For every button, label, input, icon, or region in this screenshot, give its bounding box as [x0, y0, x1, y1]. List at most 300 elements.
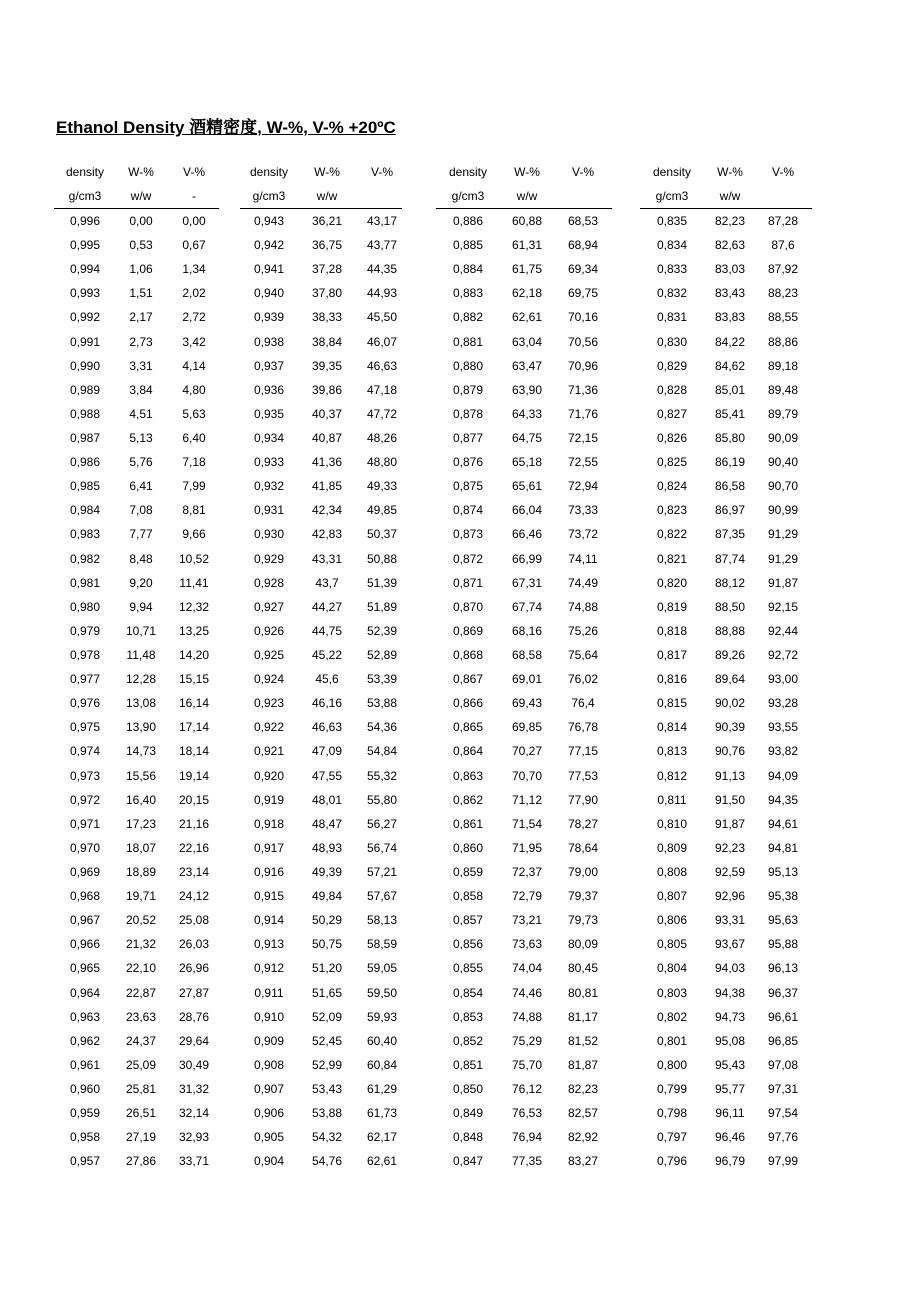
- v-percent-value: 11,41: [179, 575, 209, 590]
- v-percent-value: 29,64: [178, 1033, 210, 1048]
- density-value: 0,874: [452, 503, 484, 518]
- density-value: 0,991: [69, 334, 101, 349]
- v-percent-value: 7,18: [182, 455, 206, 470]
- density-value: 0,880: [452, 358, 484, 373]
- v-percent-value: 15,15: [178, 672, 210, 687]
- table-row: [54, 764, 219, 788]
- density-value: 0,938: [253, 334, 285, 349]
- density-value: 0,936: [253, 382, 285, 397]
- w-percent-value: 51,65: [311, 985, 343, 1000]
- density-value: 0,986: [69, 455, 101, 470]
- v-percent-value: 94,35: [767, 792, 799, 807]
- table-row: [54, 956, 219, 980]
- density-value: 0,830: [656, 334, 688, 349]
- w-percent-value: 73,21: [511, 913, 543, 928]
- table-row: [240, 1053, 402, 1077]
- table-row: [54, 426, 219, 450]
- w-percent-value: 36,75: [311, 238, 343, 253]
- density-value: 0,992: [69, 310, 101, 325]
- density-value: 0,812: [656, 768, 688, 783]
- density-value: 0,835: [656, 214, 688, 228]
- v-percent-header: V-%: [182, 165, 205, 179]
- v-percent-value: 93,00: [767, 672, 799, 687]
- v-percent-value: 47,72: [366, 406, 398, 421]
- density-value: 0,922: [253, 720, 285, 735]
- v-percent-value: 92,72: [767, 647, 799, 662]
- v-percent-value: 90,40: [767, 455, 799, 470]
- v-percent-value: 82,57: [567, 1106, 599, 1121]
- table-row: [54, 354, 219, 378]
- v-percent-value: 82,92: [567, 1130, 599, 1145]
- v-percent-value: 46,07: [366, 334, 398, 349]
- v-percent-value: 74,11: [568, 551, 598, 566]
- v-percent-value: 76,4: [571, 696, 595, 711]
- v-percent-value: 89,79: [767, 406, 799, 421]
- v-percent-value: 56,74: [366, 840, 398, 855]
- w-percent-value: 69,85: [511, 720, 543, 735]
- w-percent-value: 53,88: [311, 1106, 343, 1121]
- table-row: [54, 522, 219, 546]
- table-row: [240, 788, 402, 812]
- table-row: [240, 571, 402, 595]
- v-percent-value: 50,37: [366, 527, 398, 542]
- v-percent-value: 53,88: [366, 696, 398, 711]
- density-value: 0,965: [69, 961, 101, 976]
- v-percent-value: 48,26: [366, 430, 398, 445]
- v-percent-value: 97,76: [767, 1130, 799, 1145]
- density-value: 0,914: [253, 913, 285, 928]
- table-row: [240, 932, 402, 956]
- v-percent-value: 20,15: [178, 792, 210, 807]
- density-value: 0,968: [69, 889, 101, 904]
- w-percent-value: 68,58: [511, 647, 543, 662]
- density-value: 0,883: [452, 286, 484, 301]
- density-value: 0,852: [452, 1033, 484, 1048]
- v-percent-value: 97,54: [767, 1106, 799, 1121]
- density-unit-label: g/cm3: [252, 189, 286, 203]
- table-row: [640, 498, 812, 522]
- w-percent-value: 92,23: [714, 840, 746, 855]
- v-percent-value: 88,23: [767, 286, 799, 301]
- w-percent-value: 90,02: [714, 696, 746, 711]
- v-percent-value: 9,66: [182, 527, 206, 542]
- v-percent-value: 46,63: [366, 358, 398, 373]
- v-percent-value: 92,15: [767, 599, 799, 614]
- density-value: 0,931: [253, 503, 285, 518]
- density-header: density: [652, 165, 692, 179]
- w-percent-value: 76,53: [511, 1106, 543, 1121]
- density-value: 0,829: [656, 358, 688, 373]
- v-percent-value: 6,40: [182, 430, 206, 445]
- table-row: [240, 1077, 402, 1101]
- density-value: 0,854: [452, 985, 484, 1000]
- v-percent-value: 78,64: [567, 840, 599, 855]
- density-value: 0,994: [69, 262, 101, 277]
- table-header: [640, 160, 812, 209]
- v-percent-value: 33,71: [178, 1154, 210, 1169]
- v-percent-value: 97,08: [767, 1057, 799, 1072]
- density-value: 0,920: [253, 768, 285, 783]
- w-percent-value: 48,01: [311, 792, 343, 807]
- density-value: 0,818: [656, 623, 688, 638]
- density-value: 0,801: [656, 1033, 688, 1048]
- v-percent-value: 78,27: [567, 816, 599, 831]
- v-percent-value: 58,13: [366, 913, 398, 928]
- density-value: 0,957: [69, 1154, 101, 1169]
- w-percent-value: 6,41: [129, 479, 153, 494]
- v-percent-value: 96,85: [767, 1033, 799, 1048]
- w-percent-value: 45,6: [315, 672, 339, 687]
- w-percent-value: 62,61: [511, 310, 543, 325]
- table-row: [640, 257, 812, 281]
- density-header: density: [249, 165, 289, 179]
- w-percent-value: 17,23: [125, 816, 157, 831]
- w-percent-value: 54,76: [311, 1154, 343, 1169]
- w-percent-value: 1,51: [129, 286, 153, 301]
- table-row: [640, 378, 812, 402]
- w-percent-value: 15,56: [125, 768, 157, 783]
- table-row: [54, 233, 219, 257]
- v-percent-value: 91,29: [767, 527, 799, 542]
- density-value: 0,824: [656, 479, 688, 494]
- v-percent-value: 88,86: [767, 334, 799, 349]
- w-percent-value: 95,43: [714, 1057, 746, 1072]
- v-percent-value: 1,34: [182, 262, 206, 277]
- density-value: 0,918: [253, 816, 285, 831]
- table-row: [54, 812, 219, 836]
- density-value: 0,878: [452, 406, 484, 421]
- v-percent-value: 32,93: [178, 1130, 210, 1145]
- density-value: 0,971: [69, 816, 101, 831]
- w-percent-value: 63,47: [511, 358, 543, 373]
- v-percent-value: 21,16: [178, 816, 210, 831]
- table-row: [240, 1005, 402, 1029]
- v-percent-value: 81,52: [567, 1033, 599, 1048]
- v-percent-value: 81,17: [567, 1009, 599, 1024]
- w-percent-value: 91,50: [714, 792, 746, 807]
- v-percent-value: 87,6: [771, 238, 795, 253]
- density-value: 0,820: [656, 575, 688, 590]
- w-percent-value: 92,59: [714, 864, 746, 879]
- w-percent-value: 70,27: [511, 744, 543, 759]
- w-percent-value: 7,08: [129, 503, 153, 518]
- table-header: [54, 160, 219, 209]
- density-value: 0,805: [656, 937, 688, 952]
- v-percent-value: 70,16: [567, 310, 599, 325]
- table-row: [436, 354, 612, 378]
- w-percent-value: 10,71: [125, 623, 157, 638]
- table-header: [436, 160, 612, 209]
- density-value: 0,831: [656, 310, 688, 325]
- v-percent-value: 92,44: [767, 623, 799, 638]
- density-value: 0,834: [656, 238, 688, 253]
- density-value: 0,932: [253, 479, 285, 494]
- table-row: [640, 860, 812, 884]
- v-percent-value: 73,33: [567, 503, 599, 518]
- w-percent-value: 83,83: [714, 310, 746, 325]
- density-value: 0,978: [69, 647, 101, 662]
- page-title: Ethanol Density 酒精密度, W-%, V-% +20ºC: [56, 118, 396, 137]
- table-row: [436, 812, 612, 836]
- v-percent-value: 0,00: [182, 214, 206, 228]
- v-percent-value: 25,08: [178, 913, 210, 928]
- table-row: [240, 764, 402, 788]
- v-percent-value: 49,33: [366, 479, 398, 494]
- w-percent-value: 54,32: [311, 1130, 343, 1145]
- v-percent-value: 14,20: [178, 647, 210, 662]
- density-value: 0,977: [69, 672, 101, 687]
- w-percent-value: 21,32: [125, 937, 157, 952]
- density-value: 0,827: [656, 406, 688, 421]
- table-row: [54, 281, 219, 305]
- density-value: 0,961: [69, 1057, 101, 1072]
- w-unit-label: w/w: [130, 189, 152, 203]
- density-value: 0,976: [69, 696, 101, 711]
- table-row: [240, 1101, 402, 1125]
- w-percent-value: 73,63: [511, 937, 543, 952]
- table-row: [436, 305, 612, 329]
- w-percent-value: 88,50: [714, 599, 746, 614]
- v-percent-value: 97,31: [767, 1081, 799, 1096]
- w-percent-value: 92,96: [714, 889, 746, 904]
- density-value: 0,926: [253, 623, 285, 638]
- v-percent-value: 93,55: [767, 720, 799, 735]
- w-percent-value: 46,63: [311, 720, 343, 735]
- density-value: 0,993: [69, 286, 101, 301]
- density-value: 0,939: [253, 310, 285, 325]
- v-percent-value: 4,14: [182, 358, 206, 373]
- table-row: [436, 571, 612, 595]
- v-percent-value: 96,61: [767, 1009, 799, 1024]
- density-value: 0,871: [452, 575, 484, 590]
- density-value: 0,967: [69, 913, 101, 928]
- density-value: 0,800: [656, 1057, 688, 1072]
- v-percent-value: 76,02: [567, 672, 599, 687]
- table-row: [436, 619, 612, 643]
- w-percent-value: 65,61: [511, 479, 543, 494]
- w-percent-value: 13,90: [125, 720, 157, 735]
- w-percent-value: 22,87: [125, 985, 157, 1000]
- w-percent-value: 5,13: [129, 430, 153, 445]
- w-percent-value: 45,22: [311, 647, 343, 662]
- density-value: 0,904: [253, 1154, 285, 1169]
- density-value: 0,925: [253, 647, 285, 662]
- w-percent-value: 90,39: [714, 720, 746, 735]
- table-row: [436, 739, 612, 763]
- table-row: [436, 715, 612, 739]
- table-group-2: [240, 160, 402, 1173]
- v-percent-value: 26,96: [178, 961, 210, 976]
- w-percent-header: W-%: [314, 165, 340, 179]
- density-value: 0,813: [656, 744, 688, 759]
- table-row: [436, 836, 612, 860]
- table-row: [54, 209, 219, 233]
- w-percent-value: 38,84: [311, 334, 343, 349]
- w-percent-value: 89,26: [714, 647, 746, 662]
- v-percent-value: 94,81: [767, 840, 799, 855]
- density-value: 0,884: [452, 262, 484, 277]
- w-percent-value: 61,75: [511, 262, 543, 277]
- table-row: [436, 1125, 612, 1149]
- table-row: [240, 450, 402, 474]
- density-value: 0,823: [656, 503, 688, 518]
- table-row: [240, 474, 402, 498]
- w-percent-value: 2,17: [129, 310, 153, 325]
- w-percent-value: 52,09: [311, 1009, 343, 1024]
- v-unit-label: -: [192, 189, 196, 203]
- v-percent-value: 30,49: [178, 1057, 210, 1072]
- table-row: [54, 547, 219, 571]
- w-percent-value: 84,62: [714, 358, 746, 373]
- v-percent-value: 77,53: [567, 768, 599, 783]
- table-row: [436, 860, 612, 884]
- w-percent-value: 67,74: [511, 599, 543, 614]
- w-percent-value: 83,43: [714, 286, 746, 301]
- w-percent-value: 94,38: [714, 985, 746, 1000]
- v-percent-value: 13,25: [178, 623, 210, 638]
- table-row: [54, 378, 219, 402]
- v-percent-value: 93,28: [767, 696, 799, 711]
- w-percent-value: 41,85: [311, 479, 343, 494]
- v-percent-value: 23,14: [178, 864, 210, 879]
- v-percent-value: 91,29: [767, 551, 799, 566]
- w-percent-value: 74,46: [511, 985, 543, 1000]
- w-percent-value: 93,67: [714, 937, 746, 952]
- table-row: [54, 643, 219, 667]
- v-percent-value: 71,76: [567, 406, 599, 421]
- table-row: [240, 691, 402, 715]
- table-row: [640, 426, 812, 450]
- density-value: 0,996: [69, 214, 101, 228]
- table-row: [640, 595, 812, 619]
- table-row: [640, 571, 812, 595]
- table-row: [240, 956, 402, 980]
- w-percent-value: 8,48: [129, 551, 153, 566]
- density-value: 0,917: [253, 840, 285, 855]
- w-percent-value: 0,00: [129, 214, 153, 228]
- table-row: [640, 932, 812, 956]
- w-percent-header: W-%: [717, 165, 743, 179]
- table-row: [436, 281, 612, 305]
- table-row: [54, 788, 219, 812]
- w-percent-value: 65,18: [511, 455, 543, 470]
- table-row: [640, 547, 812, 571]
- table-row: [54, 450, 219, 474]
- w-percent-value: 76,94: [511, 1130, 543, 1145]
- table-row: [640, 233, 812, 257]
- table-row: [54, 571, 219, 595]
- v-percent-value: 87,92: [767, 262, 799, 277]
- w-percent-value: 61,31: [511, 238, 543, 253]
- v-percent-value: 4,80: [182, 382, 206, 397]
- v-percent-value: 51,39: [366, 575, 398, 590]
- w-percent-value: 85,41: [714, 406, 746, 421]
- density-value: 0,908: [253, 1057, 285, 1072]
- density-value: 0,964: [69, 985, 101, 1000]
- v-percent-value: 0,67: [182, 238, 206, 253]
- w-percent-value: 94,03: [714, 961, 746, 976]
- table-row: [436, 764, 612, 788]
- density-value: 0,966: [69, 937, 101, 952]
- table-row: [54, 1125, 219, 1149]
- w-percent-value: 96,11: [715, 1106, 745, 1121]
- table-row: [640, 1029, 812, 1053]
- v-percent-value: 88,55: [767, 310, 799, 325]
- table-row: [240, 836, 402, 860]
- table-row: [240, 595, 402, 619]
- v-percent-value: 61,29: [366, 1081, 398, 1096]
- density-value: 0,819: [656, 599, 688, 614]
- v-percent-value: 76,78: [567, 720, 599, 735]
- v-percent-value: 32,14: [178, 1106, 210, 1121]
- w-percent-value: 9,94: [129, 599, 153, 614]
- v-percent-value: 87,28: [767, 214, 799, 228]
- density-value: 0,848: [452, 1130, 484, 1145]
- density-value: 0,969: [69, 864, 101, 879]
- table-row: [640, 1053, 812, 1077]
- density-value: 0,943: [253, 214, 285, 228]
- w-unit-label: w/w: [516, 189, 538, 203]
- v-percent-value: 97,99: [767, 1154, 799, 1169]
- table-row: [640, 739, 812, 763]
- density-value: 0,979: [69, 623, 101, 638]
- table-group-4: [640, 160, 812, 1173]
- density-value: 0,934: [253, 430, 285, 445]
- density-value: 0,937: [253, 358, 285, 373]
- w-percent-value: 41,36: [311, 455, 343, 470]
- w-percent-value: 39,35: [311, 358, 343, 373]
- table-row: [240, 715, 402, 739]
- table-row: [436, 498, 612, 522]
- table-row: [436, 330, 612, 354]
- density-value: 0,942: [253, 238, 285, 253]
- w-percent-value: 50,75: [311, 937, 343, 952]
- density-value: 0,799: [656, 1081, 688, 1096]
- table-row: [240, 402, 402, 426]
- v-percent-value: 83,27: [567, 1154, 599, 1169]
- w-percent-value: 43,31: [311, 551, 343, 566]
- density-value: 0,847: [452, 1154, 484, 1169]
- v-percent-value: 58,59: [366, 937, 398, 952]
- table-row: [54, 932, 219, 956]
- table-row: [240, 547, 402, 571]
- table-row: [240, 330, 402, 354]
- w-percent-value: 85,01: [714, 382, 746, 397]
- w-percent-value: 38,33: [311, 310, 343, 325]
- density-value: 0,930: [253, 527, 285, 542]
- w-percent-value: 51,20: [311, 961, 343, 976]
- density-value: 0,849: [452, 1106, 484, 1121]
- table-row: [640, 812, 812, 836]
- density-value: 0,869: [452, 623, 484, 638]
- table-group-1: [54, 160, 219, 1173]
- v-percent-value: 2,72: [182, 310, 206, 325]
- density-value: 0,982: [69, 551, 101, 566]
- w-percent-value: 67,31: [511, 575, 543, 590]
- table-row: [640, 836, 812, 860]
- density-value: 0,981: [69, 575, 101, 590]
- v-percent-value: 18,14: [178, 744, 210, 759]
- w-percent-value: 13,08: [125, 696, 157, 711]
- table-row: [54, 691, 219, 715]
- v-percent-value: 79,37: [567, 889, 599, 904]
- v-percent-value: 75,26: [567, 623, 599, 638]
- v-percent-value: 69,75: [567, 286, 599, 301]
- v-percent-value: 28,76: [178, 1009, 210, 1024]
- density-value: 0,862: [452, 792, 484, 807]
- v-percent-value: 27,87: [178, 985, 210, 1000]
- table-row: [640, 1005, 812, 1029]
